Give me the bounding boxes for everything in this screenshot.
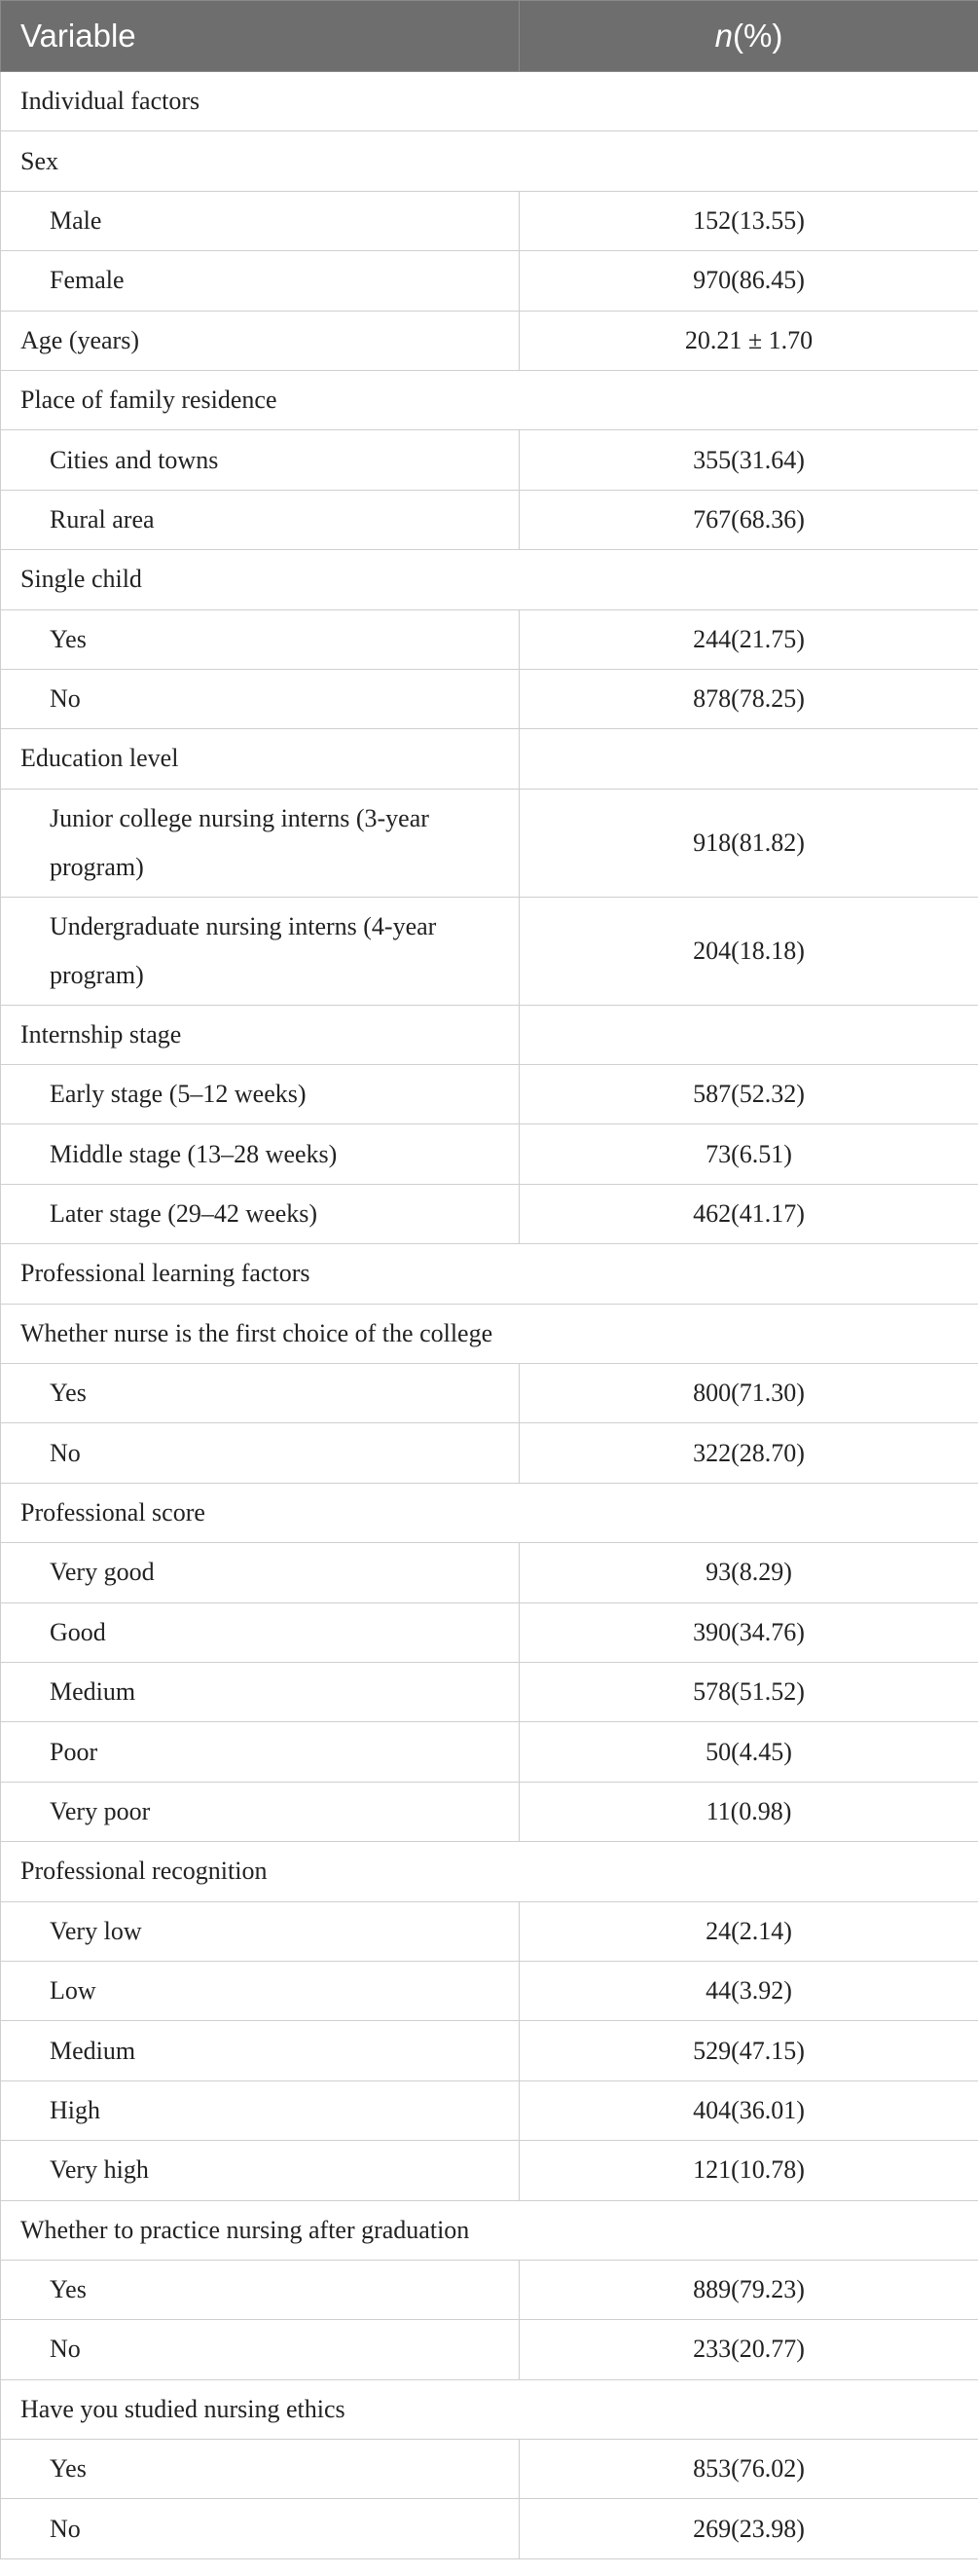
table-row xyxy=(1,550,978,609)
group-label: Professional score xyxy=(1,1483,978,1542)
value-cell: 390(34.76) xyxy=(520,1602,978,1662)
table-row xyxy=(1,490,978,549)
value-cell: 800(71.30) xyxy=(520,1364,978,1423)
value-cell: 404(36.01) xyxy=(520,2080,978,2140)
value-cell xyxy=(520,729,978,789)
value-cell: 24(2.14) xyxy=(520,1901,978,1961)
table-row xyxy=(1,1304,978,1363)
group-label: Sex xyxy=(1,131,978,191)
table-row xyxy=(1,1005,978,1064)
group-label: Internship stage xyxy=(1,1005,520,1064)
value-cell: 355(31.64) xyxy=(520,430,978,490)
category-label: Rural area xyxy=(1,490,520,549)
table-row xyxy=(1,1124,978,1184)
value-cell: 73(6.51) xyxy=(520,1124,978,1184)
category-label: Very poor xyxy=(1,1782,520,1841)
category-label: Good xyxy=(1,1602,520,1662)
value-cell: 121(10.78) xyxy=(520,2141,978,2200)
table-row xyxy=(1,1423,978,1483)
table-body xyxy=(1,72,978,2559)
table-row xyxy=(1,789,978,897)
table-row xyxy=(1,1961,978,2020)
table-row xyxy=(1,1483,978,1542)
value-cell: 152(13.55) xyxy=(520,191,978,250)
group-label: Professional learning factors xyxy=(1,1244,978,1304)
header-variable: Variable xyxy=(1,1,520,72)
header-row xyxy=(1,1,978,72)
value-cell: 93(8.29) xyxy=(520,1543,978,1602)
value-cell: 878(78.25) xyxy=(520,669,978,728)
value-cell: 889(79.23) xyxy=(520,2260,978,2319)
category-label: No xyxy=(1,2320,520,2379)
table-header xyxy=(1,1,978,72)
table-row xyxy=(1,1543,978,1602)
value-cell: 244(21.75) xyxy=(520,609,978,669)
table-row xyxy=(1,430,978,490)
table-row xyxy=(1,669,978,728)
group-label: Professional recognition xyxy=(1,1842,978,1901)
category-label: Yes xyxy=(1,2260,520,2319)
category-label: Junior college nursing interns (3-year program) xyxy=(1,789,520,897)
value-cell: 50(4.45) xyxy=(520,1722,978,1782)
category-label: Yes xyxy=(1,609,520,669)
group-label: Whether to practice nursing after graduation xyxy=(1,2200,978,2260)
group-label: Age (years) xyxy=(1,311,520,370)
value-cell: 44(3.92) xyxy=(520,1961,978,2020)
value-cell: 767(68.36) xyxy=(520,490,978,549)
value-cell: 11(0.98) xyxy=(520,1782,978,1841)
table-row xyxy=(1,897,978,1005)
group-label: Education level xyxy=(1,729,520,789)
table-row xyxy=(1,2021,978,2080)
table-row xyxy=(1,72,978,131)
value-cell: 322(28.70) xyxy=(520,1423,978,1483)
value-cell: 462(41.17) xyxy=(520,1184,978,1243)
table-row xyxy=(1,729,978,789)
category-label: Later stage (29–42 weeks) xyxy=(1,1184,520,1243)
table-row xyxy=(1,1782,978,1841)
category-label: No xyxy=(1,669,520,728)
table-row xyxy=(1,2499,978,2558)
value-cell: 578(51.52) xyxy=(520,1662,978,1721)
table-row xyxy=(1,1662,978,1721)
category-label: Poor xyxy=(1,1722,520,1782)
category-label: Female xyxy=(1,251,520,311)
value-cell: 204(18.18) xyxy=(520,897,978,1005)
table-row xyxy=(1,1244,978,1304)
group-label: Whether nurse is the first choice of the college xyxy=(1,1304,978,1363)
group-label: Single child xyxy=(1,550,978,609)
value-cell xyxy=(520,1005,978,1064)
value-cell: 233(20.77) xyxy=(520,2320,978,2379)
table-row xyxy=(1,2320,978,2379)
category-label: Cities and towns xyxy=(1,430,520,490)
table-row xyxy=(1,191,978,250)
table-row xyxy=(1,2379,978,2439)
category-label: Early stage (5–12 weeks) xyxy=(1,1065,520,1124)
group-label: Place of family residence xyxy=(1,370,978,429)
category-label: Very high xyxy=(1,2141,520,2200)
table-row xyxy=(1,1065,978,1124)
category-label: Very good xyxy=(1,1543,520,1602)
header-n-percent xyxy=(520,1,978,72)
group-label: Individual factors xyxy=(1,72,978,131)
category-label: Middle stage (13–28 weeks) xyxy=(1,1124,520,1184)
value-cell: 269(23.98) xyxy=(520,2499,978,2558)
table-row xyxy=(1,2440,978,2499)
category-label: Medium xyxy=(1,2021,520,2080)
table-row xyxy=(1,1901,978,1961)
category-label: Medium xyxy=(1,1662,520,1721)
table-row xyxy=(1,1842,978,1901)
category-label: No xyxy=(1,2499,520,2558)
category-label: Undergraduate nursing interns (4-year program) xyxy=(1,897,520,1005)
table-row xyxy=(1,370,978,429)
value-cell: 853(76.02) xyxy=(520,2440,978,2499)
header-n: n xyxy=(714,18,734,54)
table-row xyxy=(1,2200,978,2260)
header-percent: (%) xyxy=(733,18,783,54)
table-row xyxy=(1,1364,978,1423)
table-row xyxy=(1,2260,978,2319)
table-row xyxy=(1,609,978,669)
table-row xyxy=(1,311,978,370)
value-cell: 529(47.15) xyxy=(520,2021,978,2080)
category-label: Very low xyxy=(1,1901,520,1961)
table-row xyxy=(1,131,978,191)
category-label: Low xyxy=(1,1961,520,2020)
value-cell: 20.21 ± 1.70 xyxy=(520,311,978,370)
value-cell: 587(52.32) xyxy=(520,1065,978,1124)
table-row xyxy=(1,1722,978,1782)
value-cell: 970(86.45) xyxy=(520,251,978,311)
table-row xyxy=(1,2080,978,2140)
category-label: High xyxy=(1,2080,520,2140)
category-label: Yes xyxy=(1,2440,520,2499)
table-row xyxy=(1,251,978,311)
category-label: Male xyxy=(1,191,520,250)
category-label: Yes xyxy=(1,1364,520,1423)
table-row xyxy=(1,1602,978,1662)
table-row xyxy=(1,1184,978,1243)
table-row xyxy=(1,2141,978,2200)
category-label: No xyxy=(1,1423,520,1483)
value-cell: 918(81.82) xyxy=(520,789,978,897)
group-label: Have you studied nursing ethics xyxy=(1,2379,978,2439)
